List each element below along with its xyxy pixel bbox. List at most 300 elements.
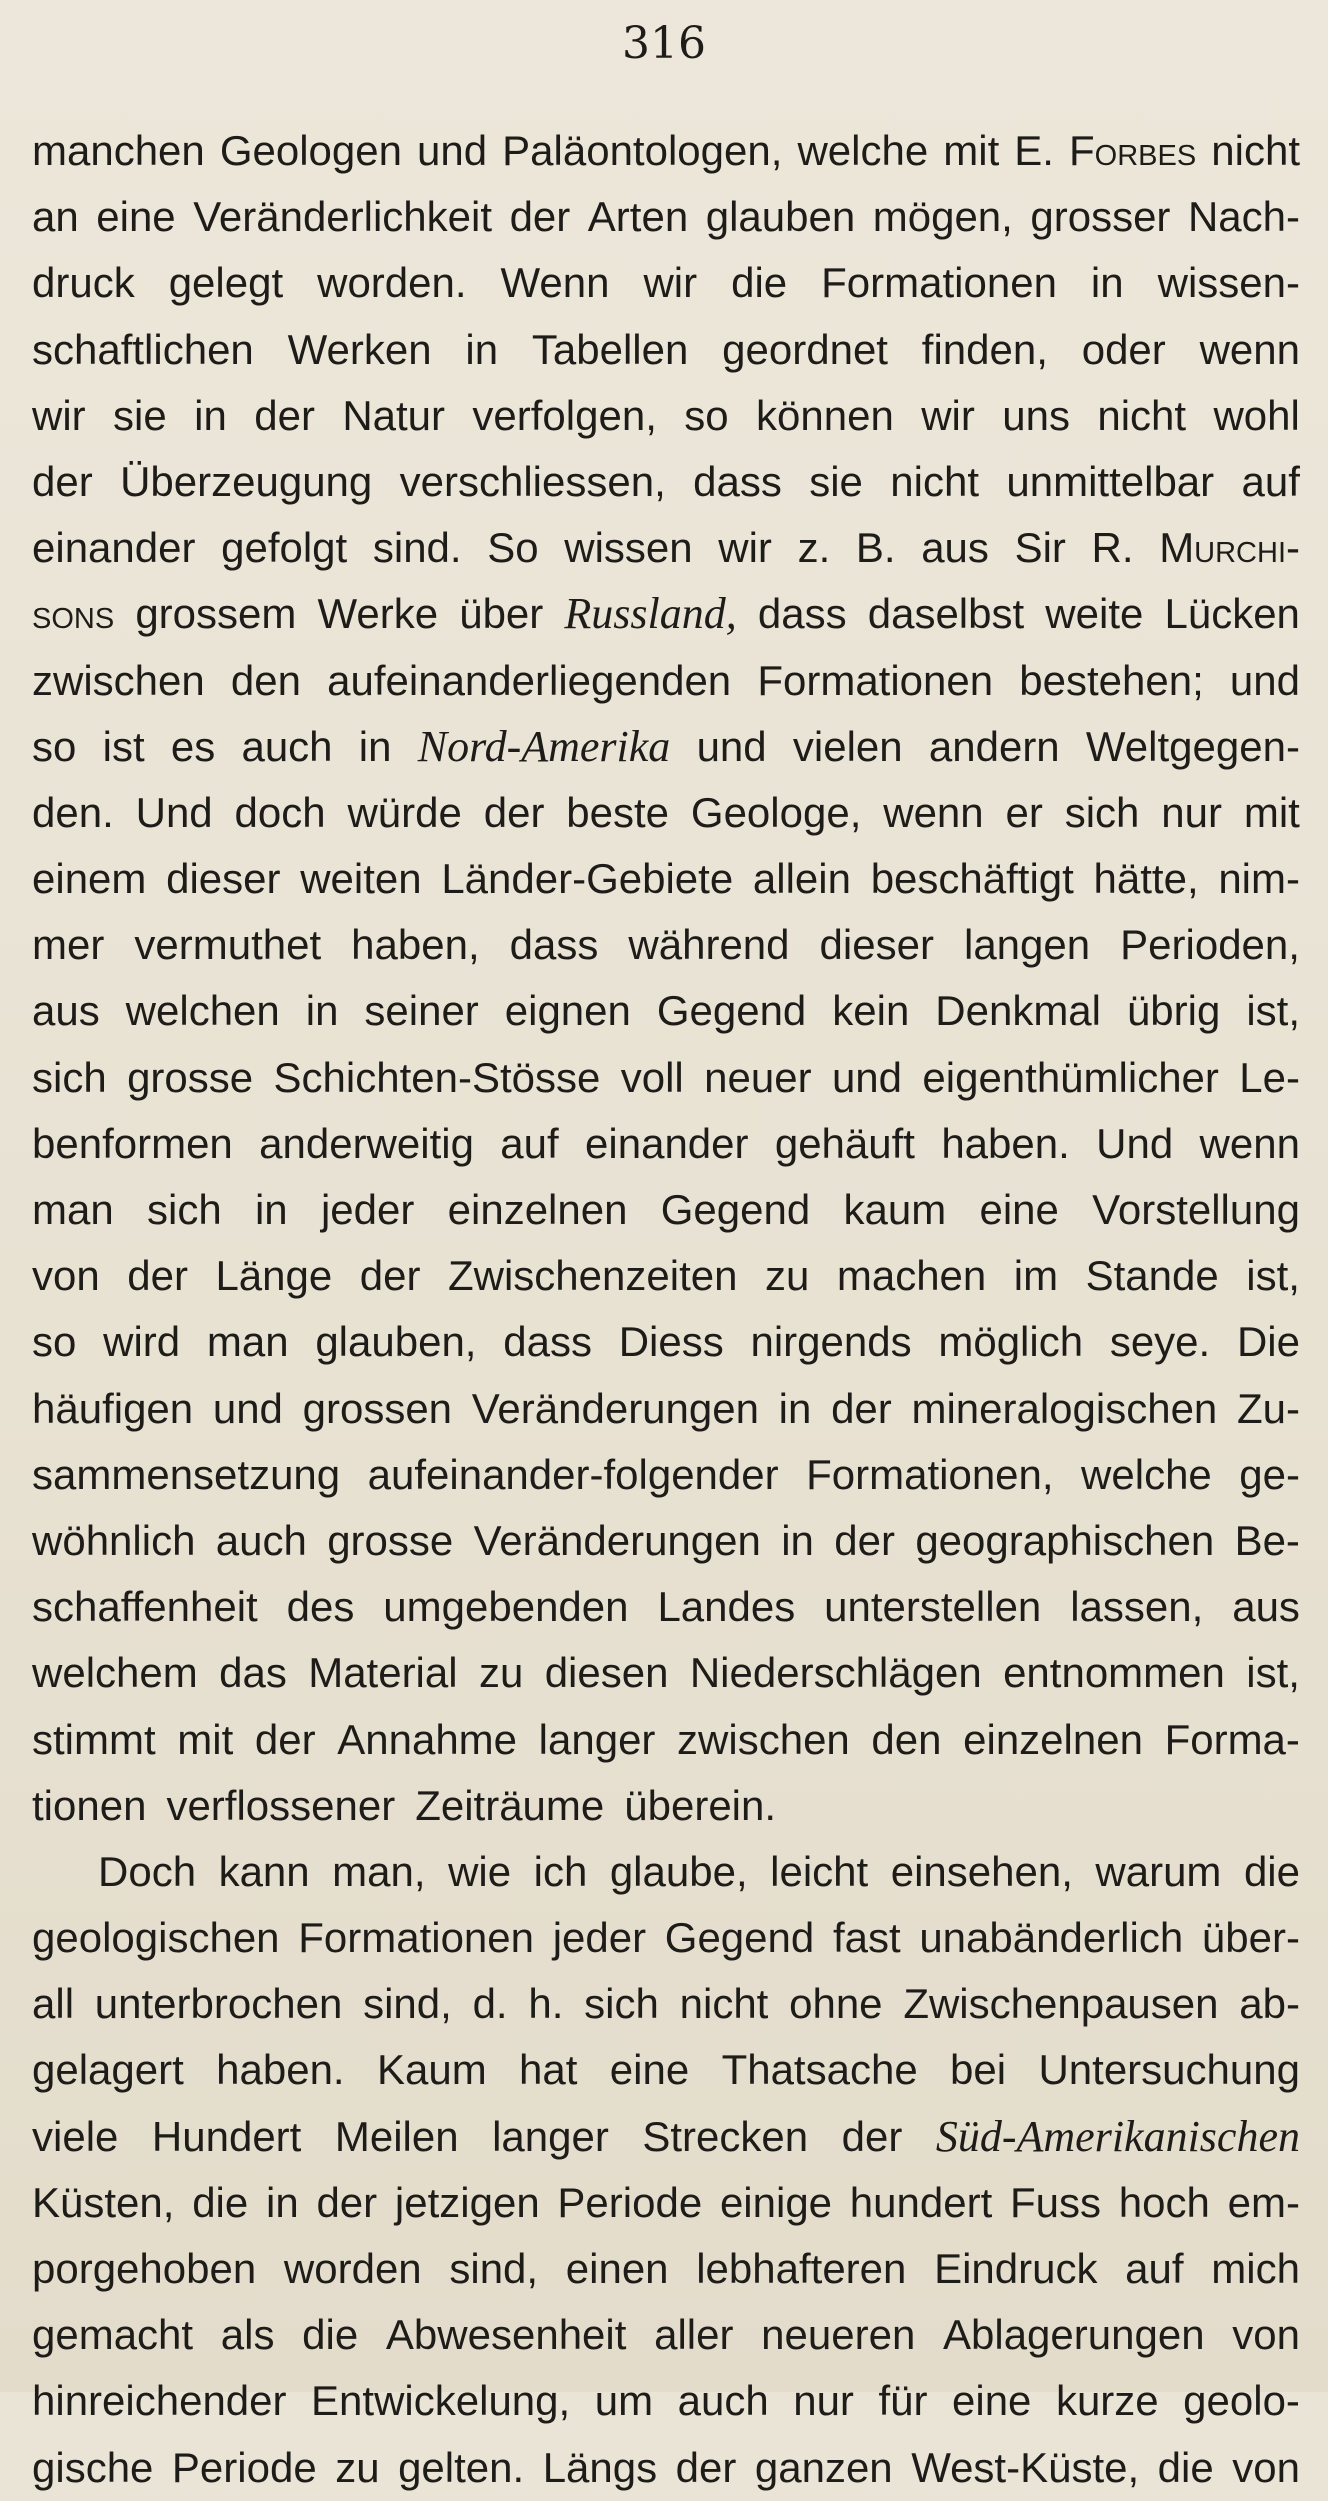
word: der: [254, 1715, 316, 1763]
word: Werke: [317, 590, 439, 638]
word: Forbes: [1069, 127, 1197, 174]
word: Gegend: [660, 1186, 811, 1233]
word: geordnet: [722, 325, 888, 373]
word: B.: [855, 524, 896, 572]
word: Zu-: [1236, 1384, 1300, 1432]
word: bestehen;: [1019, 656, 1204, 704]
word: all: [32, 1980, 75, 2028]
word: kein: [832, 987, 910, 1035]
word: nim-: [1218, 855, 1300, 903]
word: seiner: [364, 987, 479, 1035]
word: Stande: [1085, 1252, 1219, 1300]
word: sammensetzung: [32, 1450, 341, 1498]
word: mögen,: [872, 193, 1013, 241]
word: auch: [215, 1516, 307, 1564]
word: nirgends: [750, 1318, 912, 1366]
word: worden: [283, 2245, 422, 2292]
word: auf: [500, 1119, 559, 1167]
word: verschliessen,: [399, 457, 666, 505]
word: übrig: [1126, 987, 1221, 1035]
text-line: [32, 1905, 1300, 1971]
word: können: [756, 391, 894, 439]
word: zwischen: [32, 656, 205, 704]
word: der: [254, 391, 315, 439]
text-line: [32, 1971, 1300, 2037]
word: neueren: [761, 2311, 916, 2359]
word: Längs: [542, 2443, 658, 2491]
word: mineralogischen: [911, 1384, 1218, 1432]
word: einen: [565, 2245, 669, 2292]
word: über-: [1201, 1914, 1300, 1962]
word: unabänderlich: [919, 1914, 1184, 1962]
word: Untersuchung: [1038, 2046, 1300, 2094]
word: die: [1243, 1847, 1300, 1895]
word: Und: [135, 788, 213, 836]
text-line: [32, 317, 1300, 383]
word: aufeinanderliegenden: [327, 656, 732, 704]
word: Natur: [342, 391, 446, 439]
word: entnommen: [1003, 1649, 1225, 1697]
word: aufeinander-folgender: [367, 1450, 779, 1498]
word: seye.: [1109, 1318, 1211, 1366]
word: sind,: [363, 1980, 452, 2028]
word: Formationen: [298, 1914, 534, 1962]
word: Annahme: [337, 1715, 518, 1763]
word: ab-: [1239, 1980, 1300, 2028]
word: einsehen,: [890, 1847, 1073, 1895]
word: Perioden,: [1120, 921, 1300, 969]
word: Le-: [1239, 1053, 1300, 1101]
word: stimmt: [32, 1715, 156, 1763]
word: weiten: [300, 855, 422, 903]
word: aus: [921, 524, 989, 572]
word: grossen: [302, 1384, 453, 1432]
word: Zwischenzeiten: [447, 1252, 738, 1300]
word: porgehoben: [32, 2245, 257, 2292]
word: die: [1157, 2443, 1214, 2491]
text-line: [32, 780, 1300, 846]
word: haben.: [216, 2046, 345, 2094]
word: nicht: [1097, 391, 1187, 439]
text-line: [32, 1707, 1300, 1773]
word: sich: [146, 1186, 222, 1233]
text-line: [32, 1773, 1300, 1839]
word: bei: [950, 2046, 1007, 2094]
word: eine: [952, 2377, 1032, 2425]
word: man: [206, 1318, 289, 1366]
word: Die: [1236, 1318, 1300, 1366]
word: Thatsache: [721, 2046, 918, 2094]
word: West-Küste,: [911, 2443, 1140, 2491]
word: Vorstellung: [1092, 1186, 1300, 1233]
word: Kaum: [376, 2046, 487, 2094]
word: ist: [102, 722, 145, 770]
text-line: [32, 250, 1300, 316]
word: grosser: [1030, 193, 1171, 241]
word: Gegend: [664, 1914, 815, 1962]
word: der: [834, 1516, 895, 1564]
word: einem: [32, 855, 147, 903]
word: Nord-Amerika: [417, 721, 671, 771]
word: neuer: [704, 1053, 812, 1101]
word: haben.: [941, 1119, 1070, 1167]
word: den: [230, 656, 301, 704]
word: der: [675, 2443, 737, 2491]
word: gelagert: [32, 2046, 184, 2094]
text-line: [32, 1574, 1300, 1640]
text-line: [32, 2368, 1300, 2434]
word: R.: [1091, 524, 1134, 572]
word: Diess: [618, 1318, 724, 1366]
word: in: [254, 1186, 288, 1233]
word: man,: [332, 1847, 426, 1895]
word: glauben: [705, 193, 856, 241]
word: in: [305, 987, 339, 1035]
word: geographischen: [915, 1516, 1215, 1564]
word: Entwickelung,: [311, 2377, 571, 2425]
text-line: [32, 648, 1300, 714]
word: Sir: [1014, 524, 1066, 572]
word: in: [465, 325, 499, 373]
word: Schichten-Stösse: [273, 1053, 601, 1101]
word: Tabellen: [531, 325, 689, 373]
text-line: [32, 1376, 1300, 1442]
word: hundert: [849, 2178, 993, 2226]
word: Arten: [587, 193, 689, 241]
word: Murchi-: [1159, 524, 1300, 572]
word: den.: [32, 788, 114, 836]
word: doch: [234, 788, 326, 836]
word: dieser: [166, 855, 281, 903]
word: mit: [177, 1715, 234, 1763]
word: hat: [519, 2046, 578, 2094]
word: wir: [643, 259, 698, 307]
word: umgebenden: [383, 1583, 629, 1631]
word: dass: [693, 457, 782, 505]
word: von: [1232, 2311, 1300, 2359]
word: und: [417, 127, 488, 174]
word: Fuss: [1010, 2178, 1102, 2226]
word: Zeiträume: [415, 1781, 605, 1829]
word: fast: [832, 1914, 901, 1962]
word: Geologe,: [690, 788, 862, 836]
word: tionen: [32, 1781, 147, 1829]
word: mit: [943, 127, 1000, 174]
word: Zwischenpausen: [903, 1980, 1219, 2028]
word: eine: [96, 193, 176, 241]
word: sind.: [372, 524, 462, 572]
word: der: [841, 2112, 903, 2160]
word: wenn: [1199, 1119, 1300, 1167]
text-line: [32, 1309, 1300, 1375]
word: wir: [718, 524, 772, 572]
word: eine: [609, 2046, 690, 2094]
word: so: [684, 391, 729, 439]
word: von: [32, 1252, 100, 1300]
text-line: [32, 118, 1300, 184]
word: in: [266, 2178, 299, 2226]
word: viele: [32, 2112, 119, 2160]
word: Abwesenheit: [385, 2311, 627, 2359]
word: mit: [1243, 788, 1300, 836]
word: Nach-: [1187, 193, 1300, 241]
word: Hundert: [151, 2112, 302, 2160]
text-line: [32, 2037, 1300, 2103]
text-line: [32, 449, 1300, 515]
word: und: [696, 722, 767, 770]
word: leicht: [770, 1847, 869, 1895]
word: auch: [677, 2377, 769, 2425]
word: Strecken: [642, 2112, 809, 2160]
text-line: [32, 1508, 1300, 1574]
word: benformen: [32, 1119, 233, 1167]
word: dass: [757, 590, 847, 638]
word: der: [359, 1252, 421, 1300]
word: gelten.: [398, 2443, 525, 2491]
text-line: [32, 1640, 1300, 1706]
word: manchen: [32, 127, 205, 174]
word: als: [220, 2311, 275, 2359]
word: unterstellen: [824, 1583, 1042, 1631]
word: eine: [979, 1186, 1059, 1233]
word: haben,: [351, 921, 480, 969]
word: der: [32, 457, 93, 505]
word: der: [316, 2178, 378, 2226]
word: Formationen: [757, 656, 994, 704]
word: in: [781, 1516, 814, 1564]
word: er: [1005, 788, 1043, 836]
word: vielen: [792, 722, 903, 770]
word: ganzen: [754, 2443, 893, 2491]
word: in: [778, 1384, 812, 1432]
word: aus: [1232, 1583, 1300, 1631]
word: schaftlichen: [32, 325, 254, 373]
word: des: [286, 1583, 355, 1631]
word: dieser: [819, 921, 934, 969]
word: Geologen: [219, 127, 402, 174]
word: Ablagerungen: [943, 2311, 1205, 2359]
word: in: [194, 391, 227, 439]
word: z.: [797, 524, 831, 572]
word: von: [1232, 2443, 1300, 2491]
word: weite: [1045, 590, 1144, 638]
word: langer: [538, 1715, 656, 1763]
word: sie: [113, 391, 167, 439]
word: Veränderungen: [473, 1516, 761, 1564]
word: langen: [963, 921, 1091, 969]
word: Material: [308, 1649, 458, 1697]
word: Periode: [171, 2443, 317, 2491]
word: em-: [1227, 2178, 1300, 2226]
word: aus: [32, 987, 100, 1035]
word: gelegt: [168, 259, 284, 307]
text-line: [32, 846, 1300, 912]
word: einzelnen: [447, 1186, 628, 1233]
word: Veränderungen: [471, 1384, 759, 1432]
word: unterbrochen: [94, 1980, 343, 2028]
word: um: [594, 2377, 654, 2425]
word: gehäuft: [774, 1119, 915, 1167]
word: den: [871, 1715, 942, 1763]
word: andern: [928, 722, 1060, 770]
word: allein: [752, 855, 851, 903]
word: würde: [347, 788, 462, 836]
word: glaube,: [609, 1847, 748, 1895]
word: auf: [1241, 457, 1300, 505]
text-line: [32, 2236, 1300, 2302]
word: warum: [1095, 1847, 1222, 1895]
word: über: [459, 590, 544, 638]
text-line: [32, 515, 1300, 581]
word: man: [32, 1186, 114, 1233]
word: Doch: [98, 1847, 197, 1895]
word: welche: [1081, 1450, 1212, 1498]
word: wenn: [883, 788, 984, 836]
word: jetzigen: [394, 2178, 540, 2226]
word: grosse: [327, 1516, 454, 1564]
word: an: [32, 193, 79, 241]
word: gefolgt: [221, 524, 348, 572]
word: ich: [533, 1847, 588, 1895]
word: daselbst: [867, 590, 1025, 638]
word: der: [483, 788, 545, 836]
word: Länge: [215, 1252, 333, 1300]
word: uns: [1002, 391, 1070, 439]
text-line: [32, 581, 1300, 647]
word: für: [878, 2377, 928, 2425]
word: gemacht: [32, 2311, 194, 2359]
word: wissen: [564, 524, 693, 572]
word: nicht: [1211, 127, 1300, 174]
word: häufigen: [32, 1384, 194, 1432]
word: glauben,: [315, 1318, 477, 1366]
word: Formationen: [821, 259, 1057, 307]
word: dass: [503, 1318, 592, 1366]
word: die: [302, 2311, 359, 2359]
text-line: [32, 978, 1300, 1044]
word: ge-: [1239, 1450, 1300, 1498]
word: Küsten,: [32, 2178, 175, 2226]
word: zu: [764, 1252, 810, 1300]
word: mer: [32, 921, 105, 969]
word: sich: [32, 1053, 107, 1101]
word: wird: [103, 1318, 181, 1366]
text-line: [32, 714, 1300, 780]
word: wie: [448, 1847, 512, 1895]
word: die: [731, 259, 788, 307]
word: Be-: [1234, 1516, 1300, 1564]
text-line: [32, 2302, 1300, 2368]
word: So: [487, 524, 539, 572]
word: Werken: [287, 325, 432, 373]
word: zu: [478, 1649, 524, 1697]
word: eignen: [504, 987, 631, 1035]
word: auf: [1125, 2245, 1184, 2292]
word: kann: [218, 1847, 310, 1895]
word: wohl: [1213, 391, 1300, 439]
word: und: [831, 1053, 903, 1101]
word: wissen-: [1157, 259, 1300, 307]
text-line: [32, 1243, 1300, 1309]
word: hinreichender: [32, 2377, 287, 2425]
word: lassen,: [1070, 1583, 1204, 1631]
text-line: [32, 1442, 1300, 1508]
word: hätte,: [1093, 855, 1199, 903]
text-line: [32, 1839, 1300, 1905]
word: verfolgen,: [472, 391, 657, 439]
word: lebhafteren: [696, 2245, 907, 2292]
word: gische: [32, 2443, 154, 2491]
word: schaffenheit: [32, 1583, 258, 1631]
word: sich: [1064, 788, 1140, 836]
word: nicht: [679, 1980, 769, 2028]
word: vermuthet: [134, 921, 322, 969]
word: Und: [1096, 1119, 1174, 1167]
word: so: [32, 722, 77, 770]
word: ohne: [789, 1980, 883, 2028]
word: beschäftigt: [870, 855, 1074, 903]
word: grosse: [127, 1053, 254, 1101]
text-line: [32, 1045, 1300, 1111]
word: wir: [32, 391, 86, 439]
word: verflossener: [166, 1781, 396, 1829]
word: Paläontologen,: [502, 127, 783, 174]
text-line: [32, 184, 1300, 250]
word: der: [831, 1384, 892, 1432]
word: zu: [335, 2443, 380, 2491]
word: welche: [797, 127, 929, 174]
word: Denkmal: [935, 987, 1101, 1035]
text-line: [32, 912, 1300, 978]
word: Landes: [657, 1583, 796, 1631]
word: mich: [1211, 2245, 1300, 2292]
word: überein.: [624, 1781, 777, 1829]
word: ist,: [1246, 1252, 1300, 1300]
word: im: [1013, 1252, 1059, 1300]
word: Russland,: [564, 589, 737, 639]
word: sie: [809, 457, 863, 505]
word: sons: [32, 590, 115, 638]
word: einander: [585, 1119, 749, 1167]
word: langer: [492, 2112, 609, 2160]
word: nur: [1161, 788, 1222, 836]
word: welchen: [125, 987, 280, 1035]
word: geologischen: [32, 1914, 280, 1962]
word: Süd-Amerikanischen: [935, 2111, 1300, 2161]
word: anderweitig: [259, 1119, 474, 1167]
word: sind,: [449, 2245, 539, 2292]
text-line: [32, 2170, 1300, 2236]
word: der: [127, 1252, 188, 1300]
word: auch: [241, 722, 333, 770]
word: nur: [793, 2377, 854, 2425]
word: nicht: [890, 457, 980, 505]
word: möglich: [938, 1318, 1084, 1366]
word: druck: [32, 259, 135, 307]
text-line: [32, 2435, 1300, 2501]
text-line: [32, 1177, 1300, 1243]
word: unmittelbar: [1006, 457, 1215, 505]
word: ist,: [1246, 987, 1300, 1035]
word: zwischen: [677, 1715, 850, 1763]
word: machen: [836, 1252, 987, 1300]
word: oder: [1081, 325, 1166, 373]
word: einander: [32, 524, 196, 572]
word: diesen: [544, 1649, 669, 1697]
word: der: [509, 193, 571, 241]
word: Meilen: [334, 2112, 459, 2160]
word: das: [219, 1649, 287, 1697]
